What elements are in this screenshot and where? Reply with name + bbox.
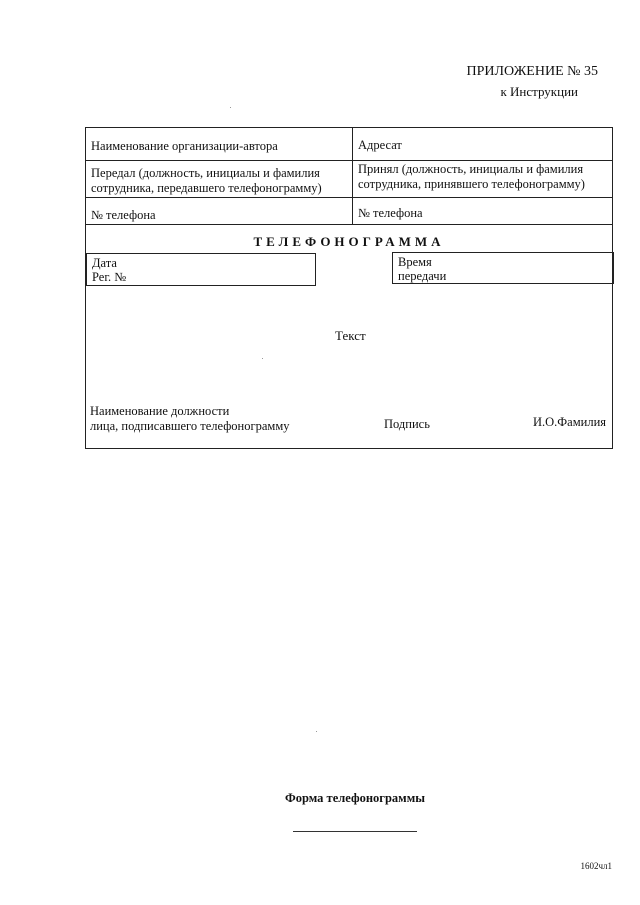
received-by-label: [358, 162, 585, 192]
sent-by-line2: сотрудника, передавшего телефонограмму): [91, 181, 322, 195]
page-code: 1602чл1: [580, 861, 612, 871]
sent-by-label: [91, 166, 322, 196]
caption-underline: [293, 831, 417, 832]
form-column-divider: [352, 128, 353, 224]
phone-left-label: № телефона: [91, 208, 156, 222]
scan-speck: [316, 731, 317, 732]
transmission-time-box: [392, 252, 614, 284]
signatory-position-label: [90, 404, 289, 434]
date-label: Дата: [92, 256, 117, 270]
date-reg-box: [86, 253, 316, 286]
form-caption: Форма телефонограммы: [285, 791, 425, 805]
telephonogram-form: [85, 127, 613, 449]
signature-label: Подпись: [384, 417, 430, 431]
received-by-line1: Принял (должность, инициалы и фамилия: [358, 162, 584, 176]
org-author-label: Наименование организации-автора: [91, 139, 278, 153]
reg-number-label: Рег. №: [92, 270, 127, 284]
scan-speck: [262, 358, 263, 359]
form-title: ТЕЛЕФОНОГРАММА: [253, 234, 445, 249]
sent-by-line1: Передал (должность, инициалы и фамилия: [91, 166, 320, 180]
form-row-phones: [86, 197, 612, 225]
appendix-title: ПРИЛОЖЕНИЕ № 35: [466, 64, 598, 79]
time-label-line1: Время: [398, 255, 432, 269]
received-by-line2: сотрудника, принявшего телефонограмму): [358, 177, 585, 191]
text-label: Текст: [335, 328, 366, 343]
scan-speck: [230, 107, 231, 108]
appendix-subtitle: к Инструкции: [500, 84, 578, 99]
addressee-label: Адресат: [358, 138, 402, 152]
position-line1: Наименование должности: [90, 404, 230, 418]
name-label: И.О.Фамилия: [533, 415, 607, 429]
position-line2: лица, подписавшего телефонограмму: [90, 419, 290, 433]
phone-right-label: № телефона: [358, 206, 423, 220]
time-label-line2: передачи: [398, 269, 447, 283]
